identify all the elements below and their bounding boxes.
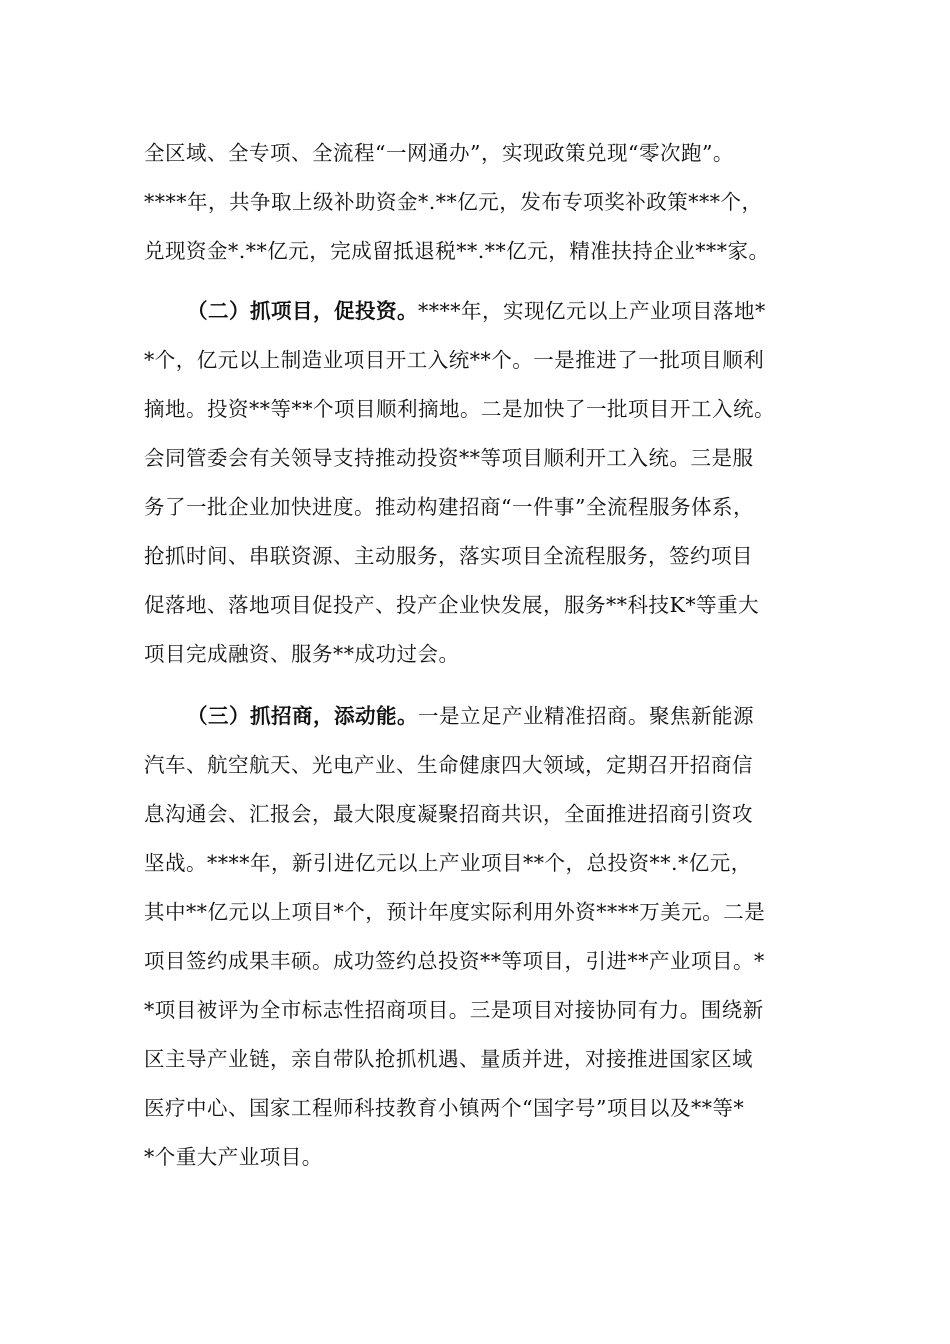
text-line: *项目被评为全市标志性招商项目。三是项目对接协同有力。围绕新 bbox=[144, 998, 764, 1022]
text-line: 汽车、航空航天、光电产业、生命健康四大领域，定期召开招商信 bbox=[144, 753, 753, 777]
section-2-heading: （二）抓项目，促投资。 bbox=[187, 299, 418, 323]
text-line: 促落地、落地项目促投产、投产企业快发展，服务**科技K*等重大 bbox=[144, 593, 760, 617]
section-2-first-line bbox=[187, 286, 814, 336]
text-line: 坚战。****年，新引进亿元以上产业项目**个，总投资**.*亿元， bbox=[144, 851, 752, 875]
text-line: 项目签约成果丰硕。成功签约总投资**等项目，引进**产业项目。* bbox=[144, 949, 765, 973]
text-line: *个重大产业项目。 bbox=[144, 1145, 323, 1169]
text-line: 区主导产业链，亲自带队抢抓机遇、量质并进，对接推进国家区域 bbox=[144, 1047, 753, 1071]
section-3-heading: （三）抓招商，添动能。 bbox=[187, 704, 418, 728]
section-2-first-line-text: ****年，实现亿元以上产业项目落地* bbox=[418, 299, 766, 323]
text-line: ****年，共争取上级补助资金*.**亿元，发布专项奖补政策***个， bbox=[144, 190, 763, 214]
text-line: 兑现资金*.**亿元，完成留抵退税**.**亿元，精准扶持企业***家。 bbox=[144, 239, 770, 263]
text-line: *个，亿元以上制造业项目开工入统**个。一是推进了一批项目顺利 bbox=[144, 348, 765, 372]
section-3-first-line-text: 一是立足产业精准招商。聚焦新能源 bbox=[418, 704, 754, 728]
text-line: 医疗中心、国家工程师科技教育小镇两个“国字号”项目以及**等* bbox=[144, 1096, 745, 1120]
text-line: 务了一批企业加快进度。推动构建招商“一件事”全流程服务体系， bbox=[144, 495, 754, 519]
text-line: 息沟通会、汇报会，最大限度凝聚招商共识，全面推进招商引资攻 bbox=[144, 802, 753, 826]
text-line: 项目完成融资、服务**成功过会。 bbox=[144, 642, 460, 666]
text-line: 抢抓时间、串联资源、主动服务，落实项目全流程服务，签约项目 bbox=[144, 544, 753, 568]
text-line: 摘地。投资**等**个项目顺利摘地。二是加快了一批项目开工入统。 bbox=[144, 397, 775, 421]
section-3-first-line bbox=[187, 691, 814, 741]
text-line: 全区域、全专项、全流程“一网通办”，实现政策兑现“零次跑”。 bbox=[144, 141, 734, 165]
text-line: 会同管委会有关领导支持推动投资**等项目顺利开工入统。三是服 bbox=[144, 446, 754, 470]
text-line: 其中**亿元以上项目*个，预计年度实际利用外资****万美元。二是 bbox=[144, 900, 766, 924]
